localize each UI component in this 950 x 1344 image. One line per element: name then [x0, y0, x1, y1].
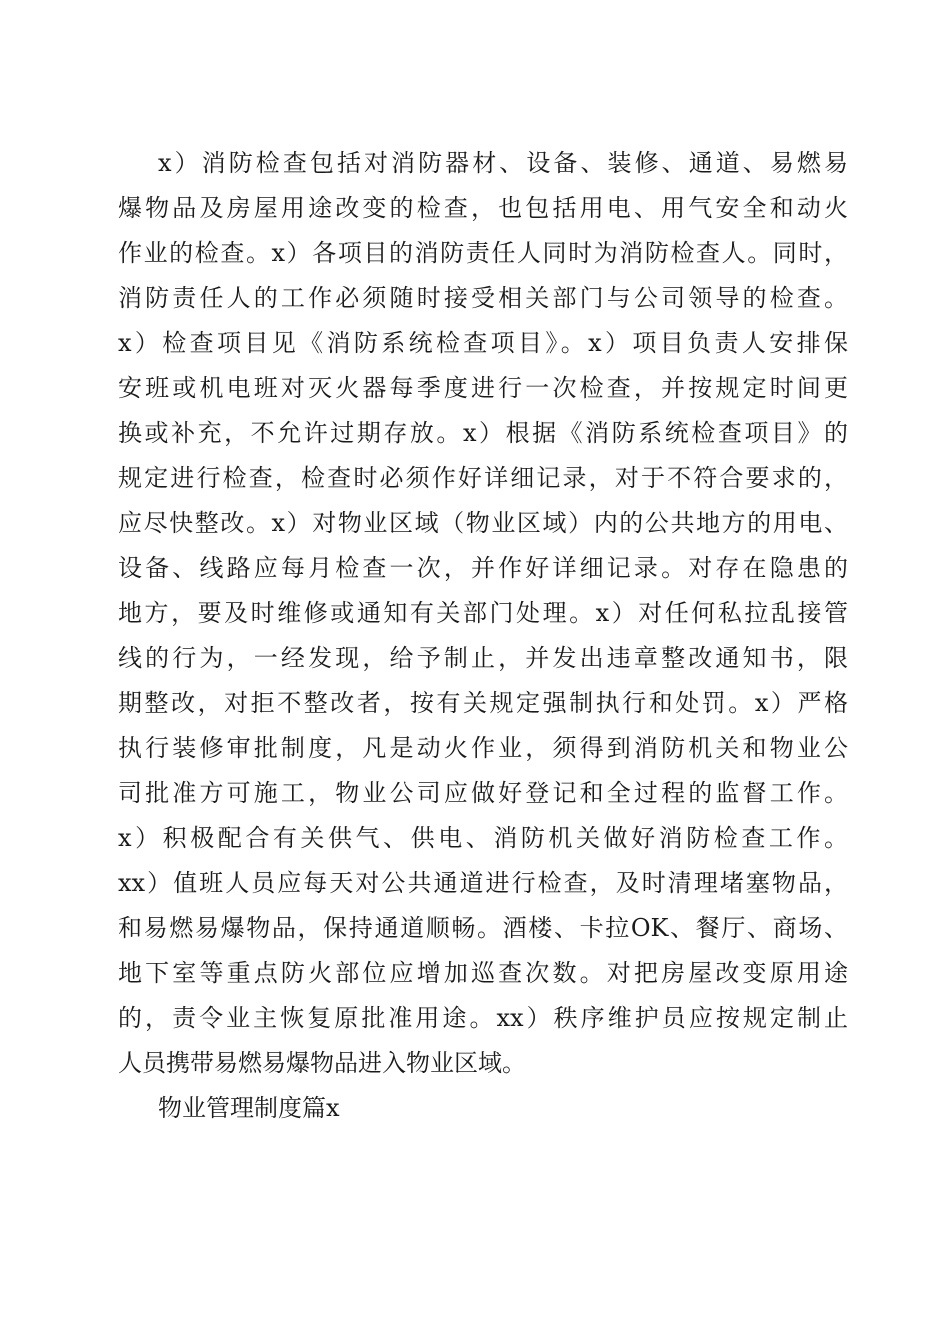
- paragraph-line: 换或补充，不允许过期存放。x）根据《消防系统检查项目》的: [118, 419, 848, 447]
- paragraph-line: 消防责任人的工作必须随时接受相关部门与公司领导的检查。: [118, 284, 848, 312]
- paragraph-line: 期整改，对拒不整改者，按有关规定强制执行和处罚。x）严格: [118, 689, 848, 717]
- paragraph-line: x）积极配合有关供气、供电、消防机关做好消防检查工作。: [118, 824, 848, 852]
- paragraph-line: 地方，要及时维修或通知有关部门处理。x）对任何私拉乱接管: [118, 599, 848, 627]
- paragraph-line: 线的行为，一经发现，给予制止，并发出违章整改通知书，限: [118, 644, 848, 672]
- paragraph-line: 人员携带易燃易爆物品进入物业区域。: [118, 1049, 526, 1077]
- section-heading: 物业管理制度篇x: [158, 1094, 340, 1122]
- paragraph-line: 执行装修审批制度，凡是动火作业，须得到消防机关和物业公: [118, 734, 848, 762]
- paragraph-line: 爆物品及房屋用途改变的检查，也包括用电、用气安全和动火: [118, 194, 848, 222]
- paragraph-line: 和易燃易爆物品，保持通道顺畅。酒楼、卡拉OK、餐厅、商场、: [118, 914, 848, 942]
- paragraph-line: 地下室等重点防火部位应增加巡查次数。对把房屋改变原用途: [118, 959, 848, 987]
- paragraph-line: xx）值班人员应每天对公共通道进行检查，及时清理堵塞物品，: [118, 869, 848, 897]
- paragraph-line: x）检查项目见《消防系统检查项目》。x）项目负责人安排保: [118, 329, 848, 357]
- paragraph-line: 规定进行检查，检查时必须作好详细记录，对于不符合要求的，: [118, 464, 848, 492]
- paragraph-line: 安班或机电班对灭火器每季度进行一次检查，并按规定时间更: [118, 374, 848, 402]
- paragraph-line: 的，责令业主恢复原批准用途。xx）秩序维护员应按规定制止: [118, 1004, 848, 1032]
- paragraph-line: 司批准方可施工，物业公司应做好登记和全过程的监督工作。: [118, 779, 848, 807]
- paragraph-line: 作业的检查。x）各项目的消防责任人同时为消防检查人。同时，: [118, 239, 848, 267]
- paragraph-line: 设备、线路应每月检查一次，并作好详细记录。对存在隐患的: [118, 554, 848, 582]
- paragraph-line: x）消防检查包括对消防器材、设备、装修、通道、易燃易: [158, 149, 848, 177]
- paragraph-line: 应尽快整改。x）对物业区域（物业区域）内的公共地方的用电、: [118, 509, 848, 537]
